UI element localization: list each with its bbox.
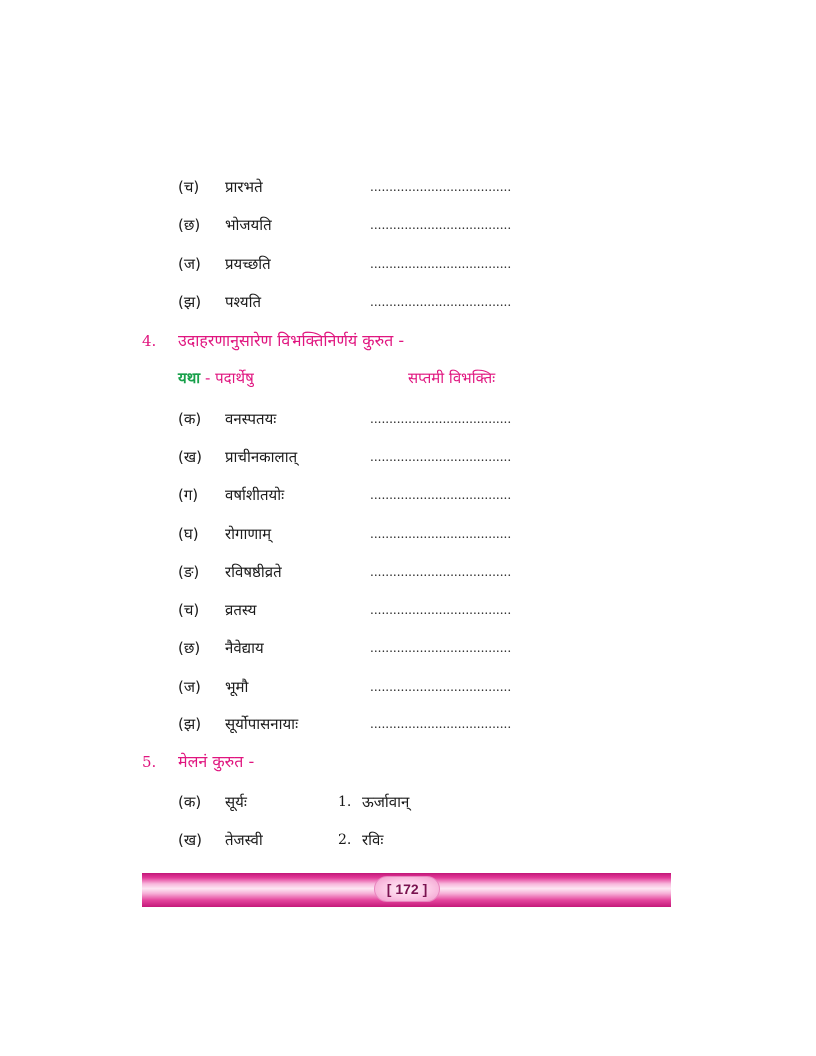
item-marker: (ख) (178, 831, 202, 849)
match-word: रविः (362, 831, 384, 849)
item-marker: (क) (178, 410, 202, 428)
item-marker: (झ) (178, 715, 202, 733)
item-marker: (छ) (178, 216, 201, 234)
item-word: रोगाणाम् (225, 525, 272, 543)
item-word: प्रारभते (225, 178, 263, 196)
page-number: [ 172 ] (386, 881, 428, 897)
answer-blank: ..................................... (370, 295, 512, 309)
answer-blank: ..................................... (370, 488, 512, 502)
answer-blank: ..................................... (370, 603, 512, 617)
item-marker: (ज) (178, 678, 201, 696)
answer-blank: ..................................... (370, 527, 512, 541)
item-word: वर्षाशीतयोः (225, 486, 285, 504)
match-number: 1. (338, 794, 352, 810)
item-marker: (घ) (178, 525, 199, 543)
item-word: प्राचीनकालात् (225, 448, 298, 466)
item-marker: (ङ) (178, 563, 200, 581)
item-word: पश्यति (225, 293, 262, 311)
answer-blank: ..................................... (370, 680, 512, 694)
item-word: व्रतस्य (225, 601, 257, 619)
item-word: रविषष्ठीव्रते (225, 563, 282, 581)
item-word: वनस्पतयः (225, 410, 277, 428)
item-marker: (ग) (178, 486, 199, 504)
example-word: पदार्थेषु (215, 369, 254, 387)
answer-blank: ..................................... (370, 412, 512, 426)
item-word: प्रयच्छति (225, 255, 271, 273)
item-marker: (छ) (178, 639, 201, 657)
question-number: 5. (142, 753, 157, 771)
item-marker: (झ) (178, 293, 202, 311)
item-word: सूर्यः (225, 793, 247, 811)
answer-blank: ..................................... (370, 717, 512, 731)
item-word: नैवेद्याय (225, 639, 264, 657)
item-word: तेजस्वी (225, 831, 263, 849)
answer-blank: ..................................... (370, 180, 512, 194)
item-marker: (क) (178, 793, 202, 811)
item-marker: (च) (178, 178, 200, 196)
answer-blank: ..................................... (370, 450, 512, 464)
item-word: सूर्योपासनायाः (225, 715, 299, 733)
example-dash: - (200, 369, 216, 387)
answer-blank: ..................................... (370, 257, 512, 271)
question-title: मेलनं कुरुत - (178, 752, 255, 771)
item-marker: (ज) (178, 255, 201, 273)
example-label: यथा (178, 369, 201, 387)
answer-blank: ..................................... (370, 641, 512, 655)
match-word: ऊर्जावान् (362, 793, 410, 811)
question-title: उदाहरणानुसारेण विभक्तिनिर्णयं कुरुत - (178, 331, 405, 350)
item-marker: (च) (178, 601, 200, 619)
item-word: भूमौ (225, 678, 249, 696)
answer-blank: ..................................... (370, 565, 512, 579)
item-word: भोजयति (225, 216, 272, 234)
example-answer: सप्तमी विभक्तिः (408, 369, 496, 387)
example-line (178, 366, 496, 390)
match-number: 2. (338, 832, 352, 848)
answer-blank: ..................................... (370, 218, 512, 232)
item-marker: (ख) (178, 448, 202, 466)
question-number: 4. (142, 332, 157, 350)
